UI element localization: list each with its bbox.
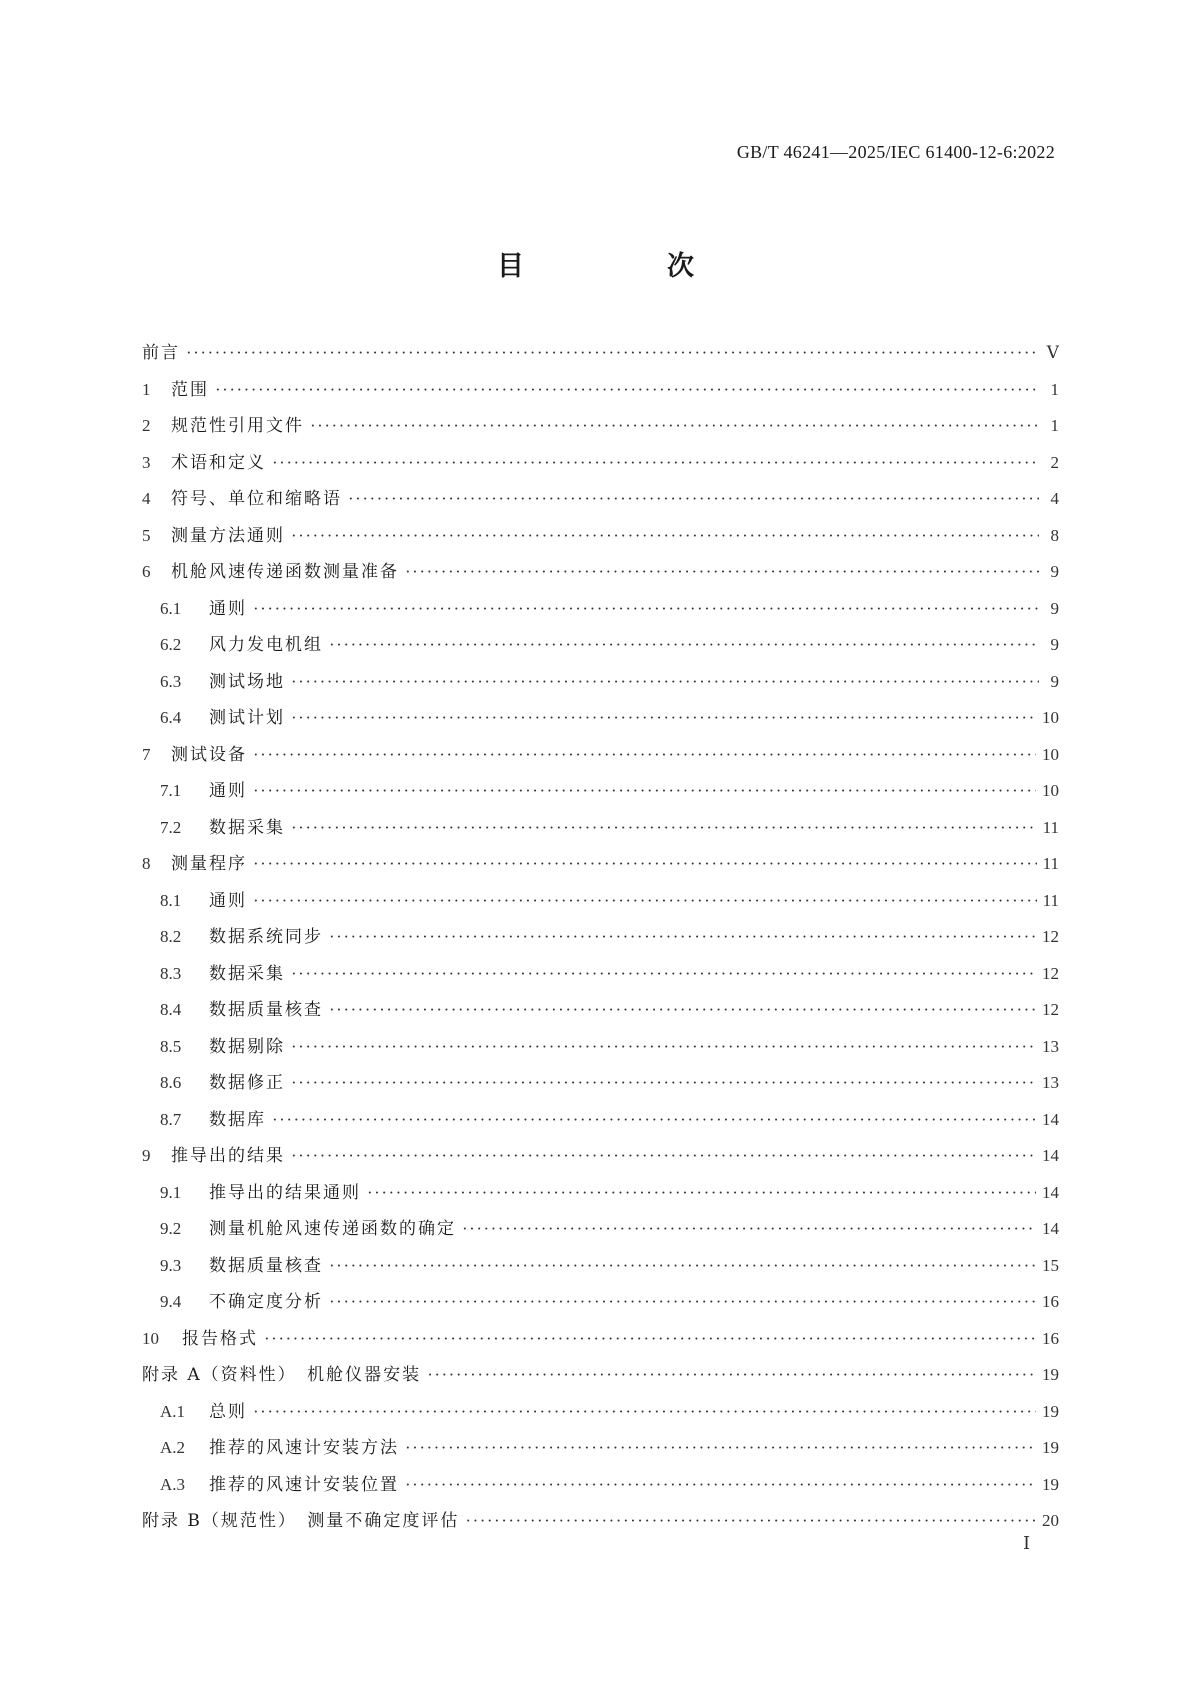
toc-entry-title: 符号、单位和缩略语	[171, 489, 342, 509]
toc-entry-title: 范围	[171, 379, 209, 400]
toc-entry-page: 14	[1042, 1146, 1059, 1165]
toc-entry-title: 通则	[209, 890, 247, 911]
toc-leader-dots	[291, 1037, 1036, 1057]
toc-entry-number: 8.1	[160, 890, 182, 910]
toc-leader-dots	[253, 745, 1036, 765]
page-number: Ⅰ	[1023, 1533, 1031, 1553]
toc-entry-title: 测量机舱风速传递函数的确定	[209, 1219, 456, 1239]
toc-entry-title: 数据采集	[209, 817, 285, 838]
toc-entry-title: 前言	[142, 343, 180, 363]
toc-entry-number: 8.6	[160, 1073, 182, 1092]
toc-entry-page: 1	[1050, 416, 1059, 435]
toc-leader-dots	[329, 1292, 1036, 1312]
toc-entry-number: 7.1	[160, 781, 182, 800]
toc-leader-dots	[215, 380, 1039, 400]
toc-entry-page: 10	[1042, 744, 1059, 764]
toc-leader-dots	[291, 708, 1036, 728]
toc-entry-title: 推荐的风速计安装位置	[209, 1474, 399, 1495]
toc-leader-dots	[348, 489, 1039, 509]
toc-entry[interactable]	[142, 1105, 1059, 1142]
toc-leader-dots	[329, 635, 1039, 655]
toc-entry-page: 19	[1042, 1365, 1059, 1384]
toc-entry-title: 推导出的结果	[171, 1146, 285, 1166]
toc-entry-number: 7.2	[160, 817, 182, 837]
toc-entry[interactable]	[142, 740, 1059, 777]
toc-entry-title: 数据采集	[209, 963, 285, 984]
toc-entry-number: 2	[142, 416, 151, 435]
toc-entry-title: 通则	[209, 781, 247, 801]
toc-leader-dots	[291, 672, 1039, 692]
toc-leader-dots	[291, 964, 1036, 984]
toc-entry[interactable]	[142, 521, 1059, 558]
toc-leader-dots	[272, 1110, 1036, 1130]
toc-entry-page: 15	[1042, 1255, 1059, 1275]
toc-entry[interactable]	[142, 594, 1059, 631]
toc-entry[interactable]	[142, 1324, 1059, 1361]
toc-entry[interactable]	[142, 557, 1059, 594]
toc-entry-page: 4	[1050, 489, 1059, 508]
toc-entry-title: 附录 B（规范性） 测量不确定度评估	[142, 1511, 460, 1531]
toc-entry-title: 不确定度分析	[209, 1292, 323, 1312]
toc-entry-title: 通则	[209, 598, 247, 619]
toc-leader-dots	[264, 1329, 1036, 1349]
toc-entry[interactable]	[142, 1360, 1059, 1397]
toc-entry[interactable]	[142, 776, 1059, 813]
toc-entry-page: 12	[1042, 1000, 1059, 1019]
toc-entry-page: 19	[1042, 1474, 1059, 1494]
toc-entry-title: 数据剔除	[209, 1036, 285, 1057]
toc-entry-title: 报告格式	[182, 1328, 258, 1349]
toc-entry-page: 9	[1050, 671, 1059, 691]
toc-entry-number: 6.1	[160, 598, 182, 618]
toc-entry-title: 数据修正	[209, 1073, 285, 1093]
toc-entry-page: 13	[1042, 1036, 1059, 1056]
toc-leader-dots	[329, 1000, 1036, 1020]
toc-entry[interactable]	[142, 338, 1059, 375]
toc-entry-title: 推导出的结果通则	[209, 1182, 361, 1203]
toc-entry-number: 8.4	[160, 1000, 182, 1019]
toc-entry[interactable]	[142, 375, 1059, 412]
toc-entry-number: 6.3	[160, 671, 182, 691]
toc-entry[interactable]	[142, 667, 1059, 704]
toc-entry[interactable]	[142, 1470, 1059, 1507]
toc-leader-dots	[405, 1475, 1036, 1495]
toc-entry-title: 规范性引用文件	[171, 416, 304, 436]
toc-entry[interactable]	[142, 411, 1059, 448]
toc-entry-page: 11	[1042, 890, 1059, 910]
toc-entry-number: 9.3	[160, 1255, 182, 1275]
toc-leader-dots	[186, 343, 1039, 363]
toc-entry-number: 8.5	[160, 1036, 182, 1056]
toc-entry-page: 12	[1042, 927, 1059, 946]
toc-entry-page: 16	[1042, 1292, 1059, 1311]
toc-entry-number: 5	[142, 525, 151, 545]
toc-entry[interactable]	[142, 1032, 1059, 1069]
toc-entry-number: 6	[142, 562, 151, 581]
toc-entry-number: 9	[142, 1146, 151, 1165]
toc-entry-page: 12	[1042, 963, 1059, 983]
toc-leader-dots	[310, 416, 1039, 436]
toc-leader-dots	[329, 1256, 1036, 1276]
toc-entry[interactable]	[142, 1178, 1059, 1215]
toc-entry-page: 14	[1042, 1219, 1059, 1238]
toc-entry-title: 机舱风速传递函数测量准备	[171, 562, 399, 582]
toc-entry-title: 数据质量核查	[209, 1000, 323, 1020]
toc-entry-title: 测试计划	[209, 708, 285, 728]
toc-entry-page: Ⅴ	[1046, 343, 1059, 362]
toc-entry-number: 4	[142, 489, 151, 508]
toc-entry-title: 推荐的风速计安装方法	[209, 1438, 399, 1458]
toc-leader-dots	[427, 1365, 1036, 1385]
toc-entry-number: 1	[142, 379, 151, 399]
toc-entry[interactable]	[142, 995, 1059, 1032]
toc-entry[interactable]	[142, 1287, 1059, 1324]
toc-leader-dots	[253, 891, 1037, 911]
toc-entry[interactable]	[142, 922, 1059, 959]
toc-entry-page: 19	[1042, 1438, 1059, 1457]
toc-entry-number: 7	[142, 744, 151, 764]
toc-entry-number: 8.3	[160, 963, 182, 983]
toc-entry-title: 数据质量核查	[209, 1255, 323, 1276]
toc-entry-page: 14	[1042, 1109, 1059, 1129]
toc-entry[interactable]	[142, 703, 1059, 740]
toc-entry-title: 数据系统同步	[209, 927, 323, 947]
toc-entry-page: 8	[1050, 525, 1059, 545]
toc-leader-dots	[253, 1402, 1036, 1422]
toc-entry-number: 8.2	[160, 927, 182, 946]
toc-entry-page: 13	[1042, 1073, 1059, 1092]
toc-entry-number: A.1	[160, 1401, 186, 1421]
toc-entry[interactable]	[142, 448, 1059, 485]
toc-entry-page: 1	[1050, 379, 1059, 399]
toc-leader-dots	[462, 1219, 1036, 1239]
toc-leader-dots	[329, 927, 1036, 947]
toc-entry-title: 测量程序	[171, 854, 247, 874]
toc-leader-dots	[272, 453, 1039, 473]
toc-entry-number: 9.1	[160, 1182, 182, 1202]
toc-entry-title: 数据库	[209, 1109, 266, 1130]
toc-entry-title: 测试设备	[171, 744, 247, 765]
toc-entry-page: 10	[1042, 781, 1059, 800]
toc-leader-dots	[465, 1511, 1036, 1531]
toc-entry-number: 9.4	[160, 1292, 182, 1311]
toc-leader-dots	[405, 562, 1039, 582]
toc-entry-number: 8	[142, 854, 151, 873]
toc-entry-title: 测试场地	[209, 671, 285, 692]
toc-entry-number: A.3	[160, 1474, 186, 1494]
toc-entry[interactable]	[142, 849, 1059, 886]
toc-leader-dots	[367, 1183, 1036, 1203]
toc-entry-title: 术语和定义	[171, 452, 266, 473]
toc-entry[interactable]	[142, 1506, 1059, 1543]
toc-entry-title: 总则	[209, 1401, 247, 1422]
toc-entry-page: 9	[1050, 562, 1059, 581]
toc-entry-number: 8.7	[160, 1109, 182, 1129]
toc-entry[interactable]	[142, 1214, 1059, 1251]
toc-entry[interactable]	[142, 886, 1059, 923]
toc-leader-dots	[405, 1438, 1036, 1458]
toc-entry[interactable]	[142, 1251, 1059, 1288]
table-of-contents	[142, 338, 1059, 1543]
toc-entry[interactable]	[142, 959, 1059, 996]
toc-entry-number: 3	[142, 452, 151, 472]
toc-entry-page: 11	[1042, 817, 1059, 837]
toc-entry-page: 19	[1042, 1401, 1059, 1421]
toc-entry-number: A.2	[160, 1438, 186, 1457]
toc-leader-dots	[291, 526, 1039, 546]
toc-leader-dots	[253, 599, 1039, 619]
toc-entry[interactable]	[142, 1141, 1059, 1178]
toc-entry-number: 9.2	[160, 1219, 182, 1238]
toc-entry[interactable]	[142, 1068, 1059, 1105]
toc-entry-title: 附录 A（资料性） 机舱仪器安装	[142, 1365, 422, 1385]
toc-entry-page: 11	[1042, 854, 1059, 873]
toc-entry-number: 10	[142, 1328, 159, 1348]
toc-entry-title: 风力发电机组	[209, 635, 323, 655]
toc-entry[interactable]	[142, 484, 1059, 521]
toc-entry-page: 20	[1042, 1511, 1059, 1530]
standard-code: GB/T 46241—2025/IEC 61400-12-6:2022	[736, 142, 1055, 162]
toc-entry-page: 10	[1042, 708, 1059, 727]
toc-entry-number: 6.2	[160, 635, 182, 654]
toc-leader-dots	[253, 781, 1036, 801]
toc-leader-dots	[291, 818, 1037, 838]
toc-leader-dots	[253, 854, 1037, 874]
toc-entry[interactable]	[142, 630, 1059, 667]
toc-leader-dots	[291, 1146, 1036, 1166]
toc-entry[interactable]	[142, 1433, 1059, 1470]
toc-entry[interactable]	[142, 1397, 1059, 1434]
toc-entry-page: 9	[1050, 598, 1059, 618]
toc-leader-dots	[291, 1073, 1036, 1093]
toc-entry-page: 2	[1050, 452, 1059, 472]
toc-entry-page: 14	[1042, 1182, 1059, 1202]
page-title: 目 次	[497, 251, 752, 282]
toc-entry[interactable]	[142, 813, 1059, 850]
toc-entry-number: 6.4	[160, 708, 182, 727]
toc-entry-page: 9	[1050, 635, 1059, 654]
toc-entry-title: 测量方法通则	[171, 525, 285, 546]
toc-entry-page: 16	[1042, 1328, 1059, 1348]
